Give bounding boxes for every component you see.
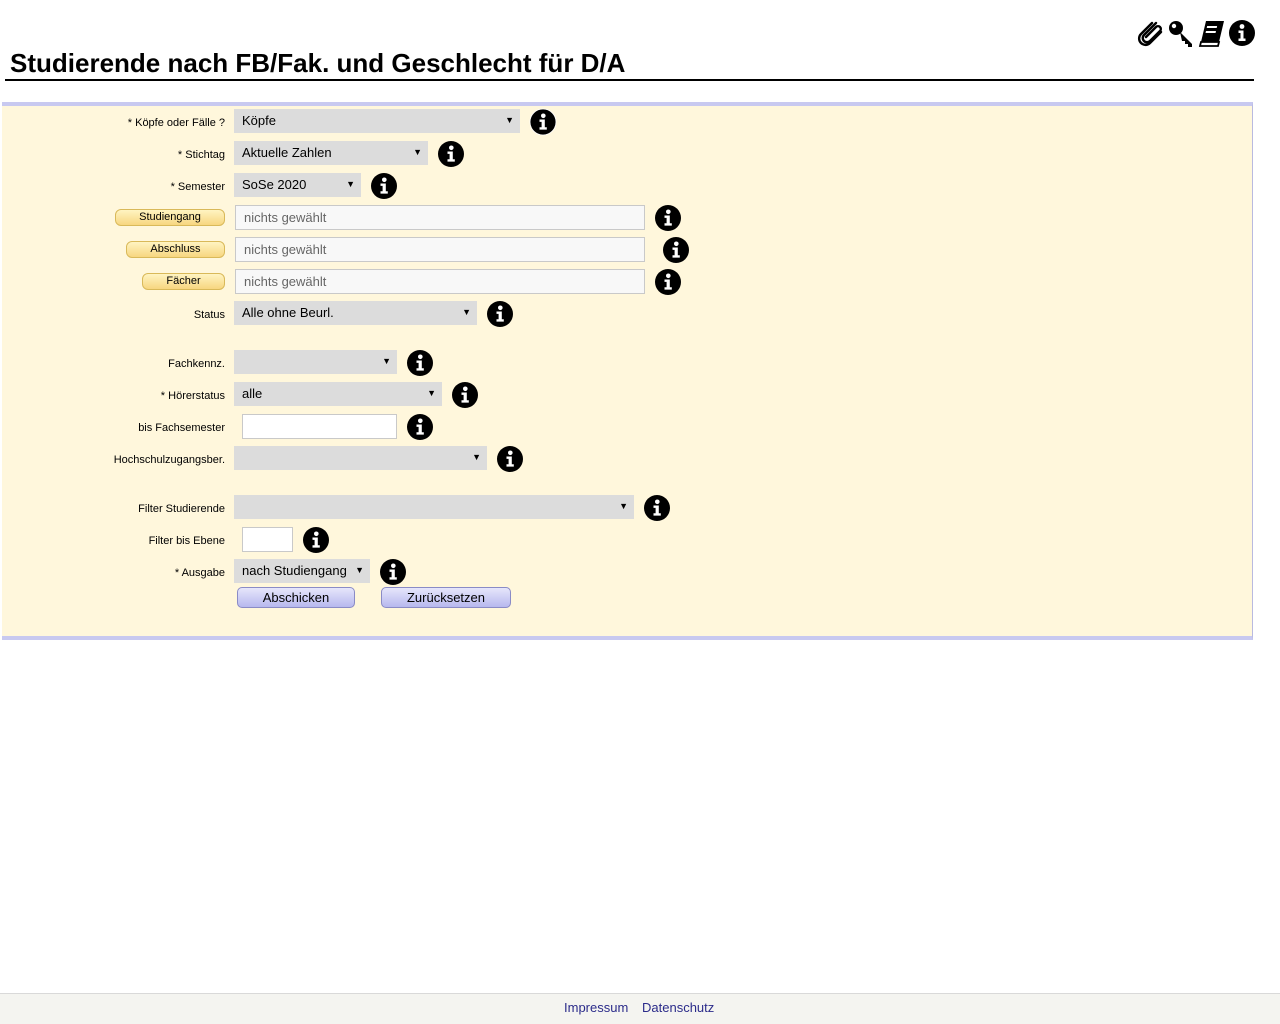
abschluss-button[interactable]: Abschluss <box>126 241 225 258</box>
info-icon[interactable] <box>486 300 514 328</box>
info-icon[interactable] <box>529 108 557 136</box>
hoererstatus-select[interactable] <box>234 382 442 406</box>
chevron-down-icon: ▼ <box>619 501 628 511</box>
status-select[interactable] <box>234 301 477 325</box>
stichtag-select[interactable] <box>234 141 428 165</box>
info-icon[interactable] <box>654 204 682 232</box>
studiengang-button[interactable]: Studiengang <box>115 209 225 226</box>
info-icon[interactable] <box>302 526 330 554</box>
datenschutz-link[interactable]: Datenschutz <box>642 1000 715 1015</box>
stichtag-label: * Stichtag <box>177 149 225 161</box>
chevron-down-icon: ▼ <box>346 179 355 189</box>
impressum-link[interactable]: Impressum <box>564 1000 629 1015</box>
info-icon[interactable] <box>406 349 434 377</box>
chevron-down-icon: ▼ <box>472 452 481 462</box>
info-icon[interactable] <box>437 140 465 168</box>
bis-fachsemester-input[interactable] <box>242 414 397 439</box>
ausgabe-label: * Ausgabe <box>174 567 225 579</box>
title-divider <box>5 79 1254 81</box>
chevron-down-icon: ▼ <box>382 356 391 366</box>
chevron-down-icon: ▼ <box>427 388 436 398</box>
info-icon[interactable] <box>496 445 524 473</box>
faecher-button[interactable]: Fächer <box>142 273 225 290</box>
fachkennz-label: Fachkennz. <box>168 358 225 370</box>
chevron-down-icon: ▼ <box>462 307 471 317</box>
info-icon[interactable] <box>662 236 690 264</box>
status-label: Status <box>193 309 225 321</box>
key-icon[interactable] <box>1166 18 1196 48</box>
info-icon[interactable] <box>643 494 671 522</box>
info-icon[interactable] <box>379 558 407 586</box>
abschluss-field[interactable]: nichts gewählt <box>235 237 645 262</box>
semester-label: * Semester <box>170 181 225 193</box>
fachkennz-select[interactable] <box>234 350 397 374</box>
reset-button[interactable]: Zurücksetzen <box>381 587 511 608</box>
koepfe-faelle-value: Köpfe <box>242 113 276 128</box>
studiengang-field[interactable]: nichts gewählt <box>235 205 645 230</box>
info-icon[interactable] <box>654 268 682 296</box>
ausgabe-select[interactable] <box>234 559 370 583</box>
bis-fachsemester-label: bis Fachsemester <box>138 422 225 434</box>
hoererstatus-value: alle <box>242 386 263 401</box>
ausgabe-value: nach Studiengang <box>242 563 347 578</box>
stichtag-value: Aktuelle Zahlen <box>242 145 332 160</box>
footer <box>0 993 1280 1024</box>
filter-bis-ebene-label: Filter bis Ebene <box>148 535 225 547</box>
chevron-down-icon: ▼ <box>355 565 364 575</box>
filter-bis-ebene-input[interactable] <box>242 527 293 552</box>
hochschulzugangsber-label: Hochschulzugangsber. <box>113 454 225 466</box>
hoererstatus-label: * Hörerstatus <box>160 390 225 402</box>
toolbar <box>1136 18 1256 48</box>
hochschulzugangsber-select[interactable] <box>234 446 487 470</box>
filter-studierende-label: Filter Studierende <box>138 503 225 515</box>
koepfe-faelle-label: * Köpfe oder Fälle ? <box>127 117 225 129</box>
semester-select[interactable] <box>234 173 361 197</box>
paperclip-icon[interactable] <box>1136 18 1166 48</box>
info-icon[interactable] <box>1227 18 1257 48</box>
filter-studierende-select[interactable] <box>234 495 634 519</box>
chevron-down-icon: ▼ <box>413 147 422 157</box>
submit-button[interactable]: Abschicken <box>237 587 355 608</box>
info-icon[interactable] <box>406 413 434 441</box>
koepfe-faelle-select[interactable] <box>234 109 520 133</box>
book-icon[interactable] <box>1197 18 1227 48</box>
semester-value: SoSe 2020 <box>242 177 307 192</box>
info-icon[interactable] <box>370 172 398 200</box>
chevron-down-icon: ▼ <box>505 115 514 125</box>
status-value: Alle ohne Beurl. <box>242 305 334 320</box>
page-title: Studierende nach FB/Fak. und Geschlecht für D/A <box>10 48 626 78</box>
faecher-field[interactable]: nichts gewählt <box>235 269 645 294</box>
info-icon[interactable] <box>451 381 479 409</box>
